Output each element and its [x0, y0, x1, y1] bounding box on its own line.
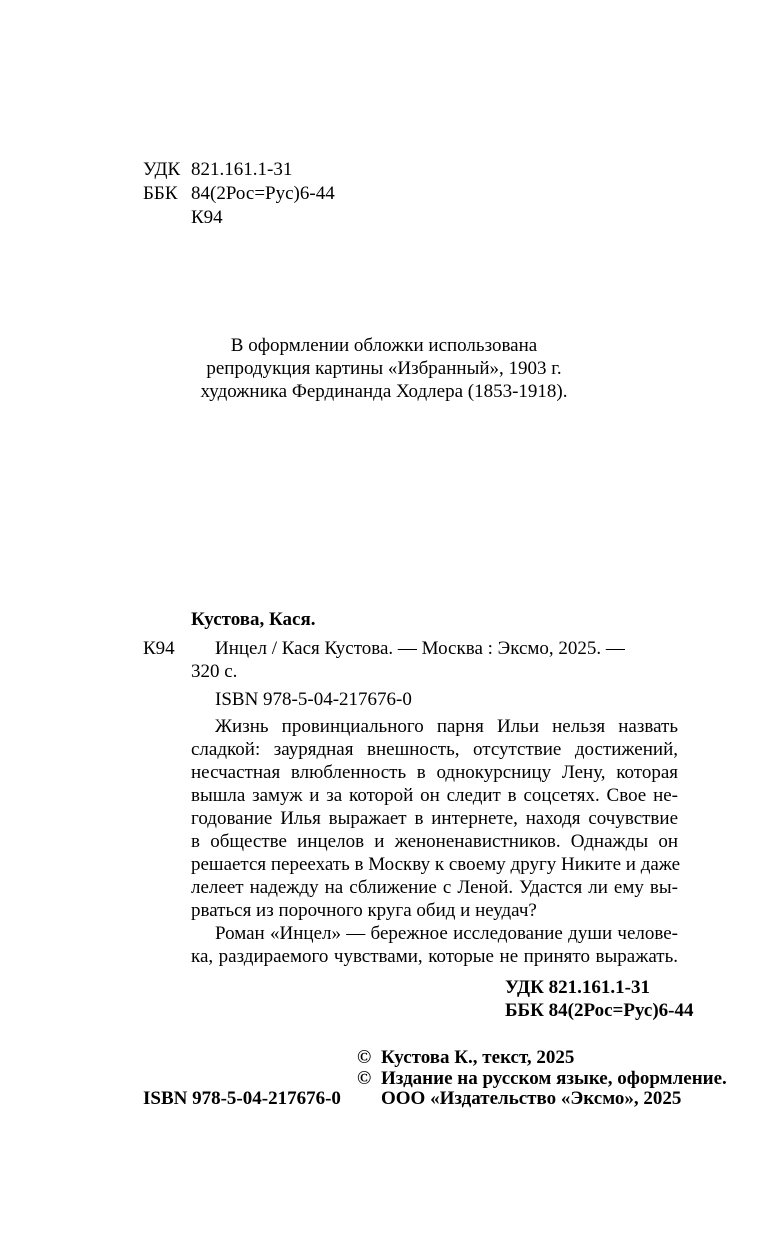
annotation-line: годование Илья выражает в интернете, находя сочувствие — [191, 808, 678, 829]
card-udk: УДК 821.161.1-31 — [505, 977, 650, 998]
annotation-line: рваться из порочного круга обид и неудач? — [191, 900, 537, 921]
author-mark: К94 — [191, 207, 223, 228]
card-bbk: ББК 84(2Рос=Рус)6-44 — [505, 1000, 694, 1021]
annotation-line: решается переехать в Москву к своему другу Никите и даже — [191, 854, 681, 875]
copyright-symbol: © — [357, 1047, 372, 1068]
udk-value: 821.161.1-31 — [191, 159, 293, 180]
cover-note-line: В оформлении обложки использована — [230, 335, 538, 356]
annotation-line: Жизнь провинциального парня Ильи нельзя назвать — [215, 716, 678, 737]
annotation-line: лелеет надежду на сближение с Леной. Удастся ли ему вы- — [191, 877, 678, 898]
author-heading: Кустова, Кася. — [191, 609, 316, 630]
summary-line: ка, раздираемого чувствами, которые не принято выражать. — [191, 946, 678, 967]
udk-label: УДК — [143, 159, 181, 180]
imprint-isbn: ISBN 978-5-04-217676-0 — [143, 1088, 341, 1109]
annotation-line: вышла замуж и за которой он следит в соцсетях. Свое не- — [191, 785, 678, 806]
annotation-line: в обществе инцелов и женоненавистников. Однажды он — [191, 831, 678, 852]
bbk-value: 84(2Рос=Рус)6-44 — [191, 183, 335, 204]
annotation-line: сладкой: заурядная внешность, отсутствие достижений, — [191, 739, 678, 760]
card-author-mark: К94 — [143, 638, 175, 659]
bbk-label: ББК — [143, 183, 178, 204]
copyright-text: Издание на русском языке, оформление. — [381, 1068, 727, 1089]
title-line: Инцел / Кася Кустова. — Москва : Эксмо, 2025. — — [215, 638, 625, 659]
copyright-text: Кустова К., текст, 2025 — [381, 1047, 575, 1068]
annotation-line: несчастная влюбленность в однокурсницу Лену, которая — [191, 762, 678, 783]
pages: 320 с. — [191, 661, 238, 682]
cover-note-line: художника Фердинанда Ходлера (1853-1918). — [200, 381, 568, 402]
card-isbn: ISBN 978-5-04-217676-0 — [215, 689, 412, 710]
cover-note-line: репродукция картины «Избранный», 1903 г. — [206, 358, 562, 379]
summary-line: Роман «Инцел» — бережное исследование души челове- — [215, 923, 678, 944]
copyright-symbol: © — [357, 1068, 372, 1089]
copyright-text: ООО «Издательство «Эксмо», 2025 — [381, 1088, 682, 1109]
